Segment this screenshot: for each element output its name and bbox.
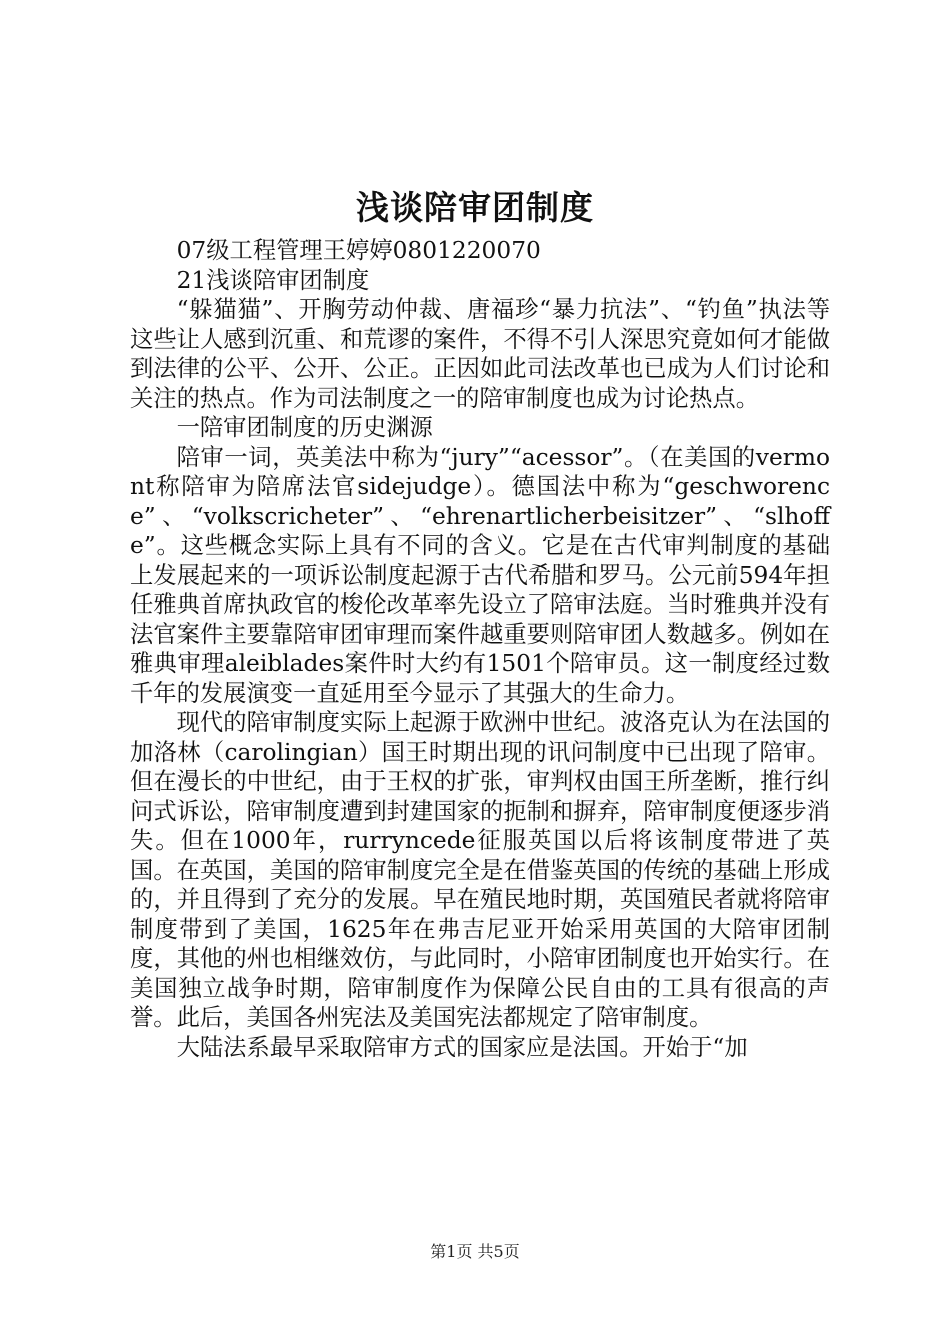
section-heading: 一陪审团制度的历史渊源 — [176, 414, 433, 441]
author-line: 07级工程管理王婷婷0801220070 — [176, 237, 541, 264]
body-paragraph: 大陆法系最早采取陪审方式的国家应是法国。开始于“加 — [176, 1033, 748, 1061]
body-paragraph: “躲猫猫”、开胸劳动仲裁、唐福珍“暴力抗法”、“钓鱼”执法等这些让人感到沉重、和荒谬的案件，不得不引人深思究竟如何才能做到法律的公平、公开、公正。正因如此司法改革也已成为人们讨论和关注的热点。作为司法制度之一的陪审制度也成为讨论热点。 — [130, 296, 830, 412]
document-body — [130, 236, 830, 1062]
document-title: 浅谈陪审团制度 — [356, 188, 594, 227]
body-paragraph: 现代的陪审制度实际上起源于欧洲中世纪。波洛克认为在法国的加洛林（carolingian）国王时期出现的讯问制度中已出现了陪审。但在漫长的中世纪，由于王权的扩张，审判权由国王所垄断，推行纠问式诉讼，陪审制度遭到封建国家的扼制和摒弃，陪审制度便逐步消失。但在1000年，rurryncede征服英国以后将该制度带进了英国。在英国，美国的陪审制度完全是在借鉴英国的传统的基础上形成的，并且得到了充分的发展。早在殖民地时期，英国殖民者就将陪审制度带到了美国，1625年在弗吉尼亚开始采用英国的大陪审团制度，其他的州也相继效仿，与此同时，小陪审团制度也开始实行。在美国独立战争时期，陪审制度作为保障公民自由的工具有很高的声誉。此后，美国各州宪法及美国宪法都规定了陪审制度。 — [130, 709, 830, 1031]
subtitle-line: 21浅谈陪审团制度 — [176, 266, 370, 294]
body-paragraph: 陪审一词，英美法中称为“jury”“acessor”。（在美国的vermont称陪审为陪席法官sidejudge）。德国法中称为“geschworence”、“volkscricheter”、“ehrenartlicherbeisitzer”、“slhoffe”。这些概念实际上具有不同的含义。它是在古代审判制度的基础上发展起来的一项诉讼制度起源于古代希腊和罗马。公元前594年担任雅典首席执政官的梭伦改革率先设立了陪审法庭。当时雅典并没有法官案件主要靠陪审团审理而案件越重要则陪审团人数越多。例如在雅典审理aleiblades案件时大约有1501个陪审员。这一制度经过数千年的发展演变一直延用至今显示了其强大的生命力。 — [130, 443, 830, 707]
page-footer: 第1页 共5页 — [430, 1242, 520, 1261]
